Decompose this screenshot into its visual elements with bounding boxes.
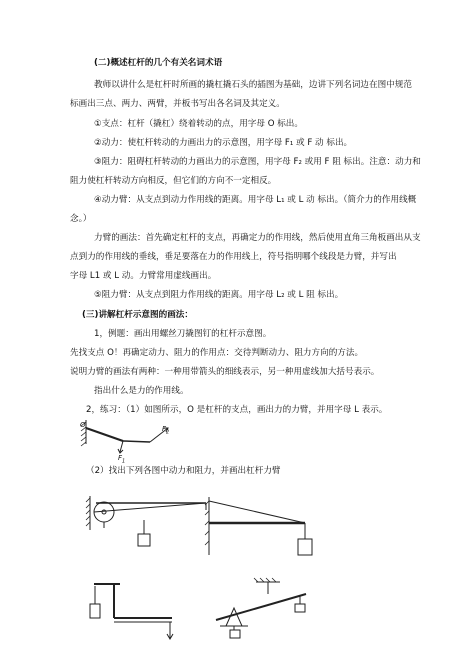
figure-pulley-lever [86, 490, 216, 570]
term-load-arm: ⑤阻力臂：从支点到阻力作用线的距离。用字母 L₂ 或 L 阻 标出。 [94, 290, 344, 300]
f2-letter: F [162, 425, 167, 433]
figure-frame-lever [205, 493, 325, 563]
practice-lever-figure [80, 418, 190, 464]
f1-letter: F [118, 454, 123, 462]
practice-line-2: （2）找出下列各图中动力和阻力，并画出杠杆力臂 [86, 466, 281, 476]
example-line-1: 1，例题：画出用螺丝刀撬图钉的杠杆示意图。 [94, 329, 272, 339]
term-fulcrum: ①支点：杠杆（撬杠）绕着转动的点，用字母 O 标出。 [94, 119, 303, 129]
f2-subscript: 2 [166, 429, 170, 436]
f1-subscript: 1 [122, 458, 126, 465]
arm-method-line-3: 字母 L1 或 L 动。力臂常用虚线画出。 [70, 271, 217, 281]
lever-bar [86, 428, 123, 441]
term-effort-arm-line-1: ④动力臂：从支点到动力作用线的距离。用字母 L₁ 或 L 动 标出。（简介力的作用线概 [94, 195, 417, 205]
term-effort-arm-line-2: 念。） [70, 214, 92, 224]
section-2-title: (二)概述杠杆的几个有关名词术语 [94, 58, 223, 68]
term-load-line-2: 阻力使杠杆转动方向相反，但它们的方向不一定相反。 [70, 176, 277, 186]
hanging-weight [298, 539, 312, 555]
figure-inclined-lever [206, 578, 326, 640]
arm-method-line-1: 力臂的画法：首先确定杠杆的支点，再确定力的作用线，然后使用直角三角板画出从支 [94, 233, 421, 243]
intro-line-1: 教师以讲什么是杠杆时所画的撬杠撬石头的插图为基础，边讲下列名词边在图中规范 [94, 80, 412, 90]
arm-method-line-2: 点到力的作用线的垂线，垂足要落在力的作用线上，符号指明哪个线段是力臂，并写出 [70, 252, 397, 262]
figure-bent-lever [84, 578, 194, 648]
pivot-label: O [80, 421, 86, 429]
section-3-title: (三)讲解杠杆示意图的画法： [82, 310, 193, 320]
force-f2-label [162, 424, 169, 438]
example-line-3: 说明力臂的画法有两种：一种用带箭头的细线表示，另一种用虚线加大括号表示。 [70, 367, 380, 377]
weight-block [138, 534, 150, 546]
intro-line-2: 标画出三点、两力、两臂，并板书写出各名词及其定义。 [70, 99, 285, 109]
term-load-line-1: ③阻力：阻碍杠杆转动的力画出力的示意图，用字母 F₂ 或用 F 阻 标出。注意：动力和 [94, 157, 421, 167]
practice-line: 2，练习：（1）如图所示，O 是杠杆的支点，画出力的力臂，并用字母 L 表示。 [86, 405, 388, 415]
example-line-4: 指出什么是力的作用线。 [94, 386, 189, 396]
term-effort: ②动力：使杠杆转动的力画出力的示意图，用字母 F₁ 或 F 动 标出。 [94, 138, 353, 148]
example-line-2: 先找支点 O！再确定动力、阻力的作用点：交待判断动力、阻力方向的方法。 [70, 348, 364, 358]
lever-bar-end [123, 441, 150, 442]
